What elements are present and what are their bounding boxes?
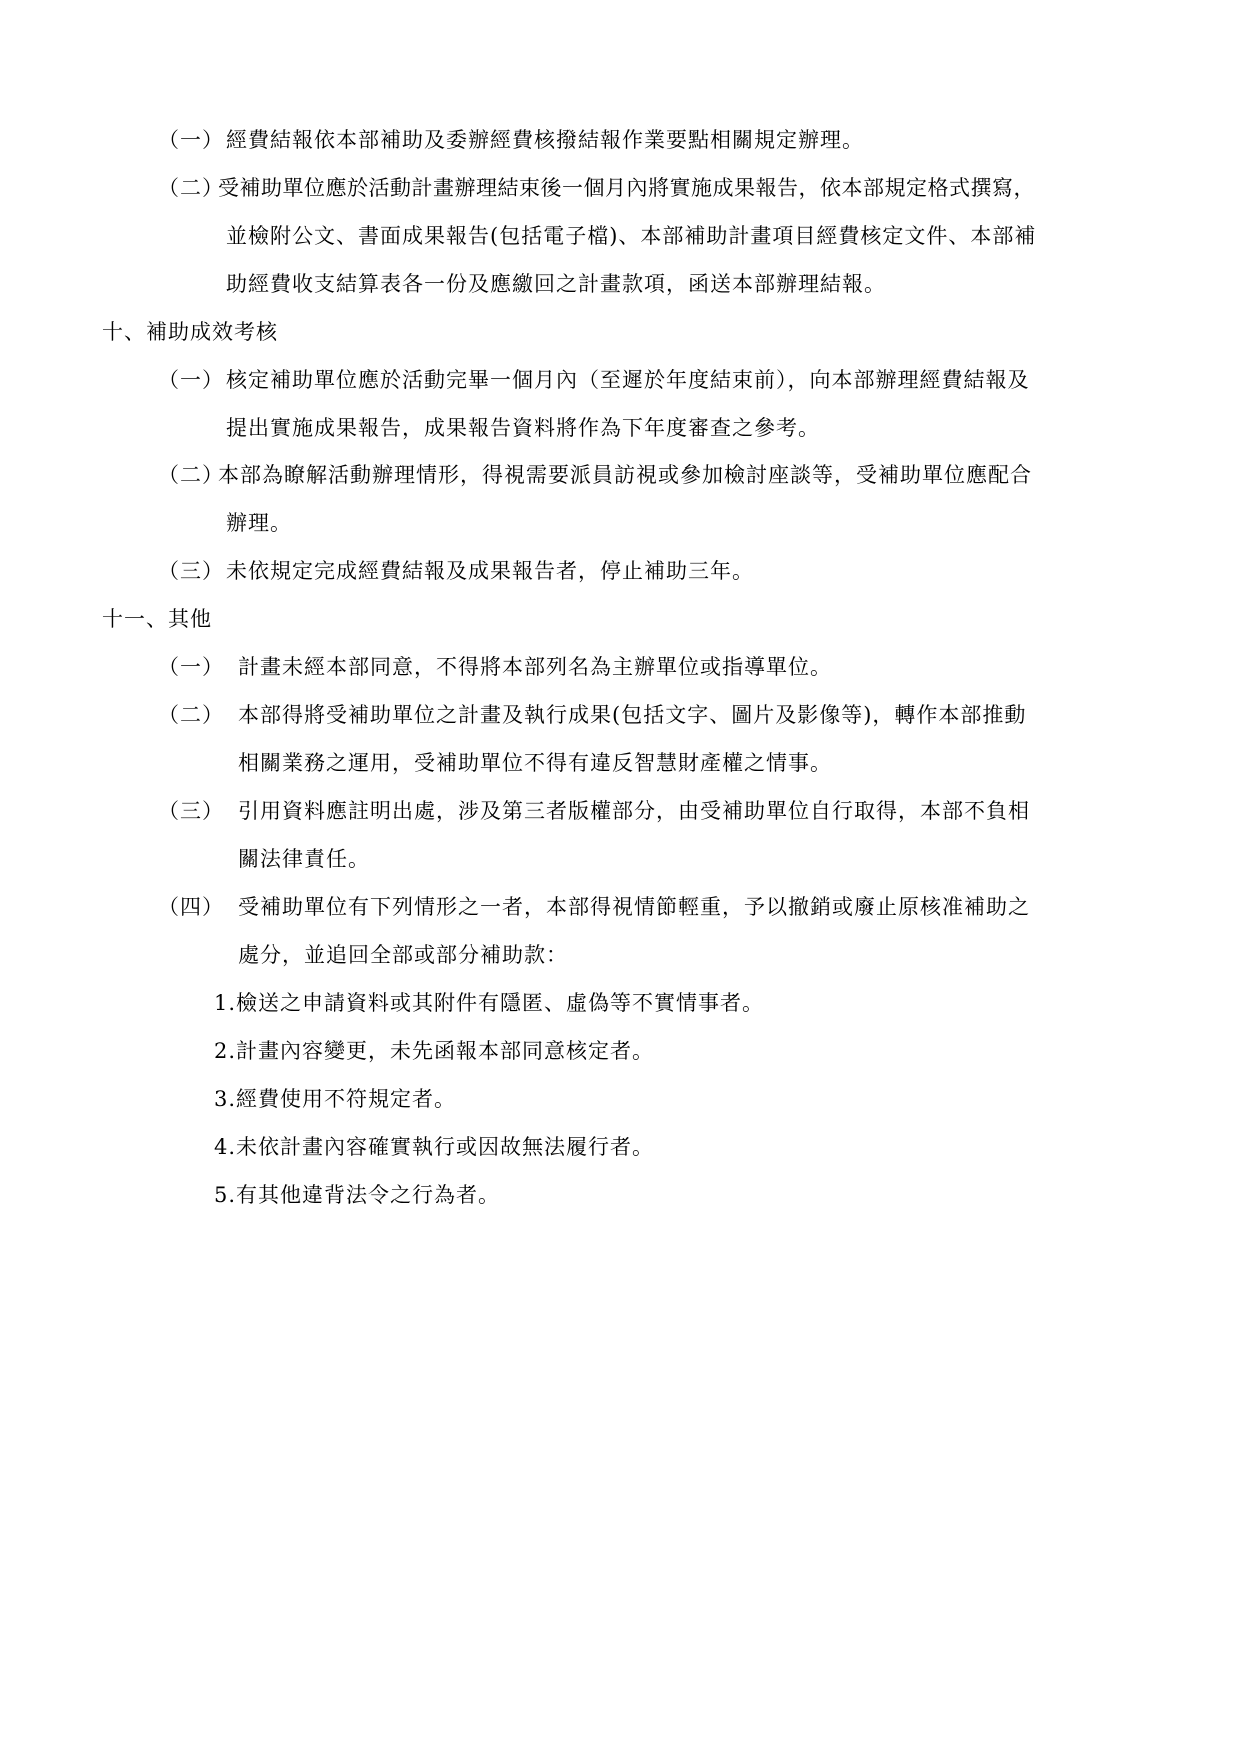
paragraph-line: 核定補助單位應於活動完畢一個月內（至遲於年度結束前），向本部辦理經費結報及 <box>226 368 1030 392</box>
sub-item: 3.經費使用不符規定者。 <box>214 1087 457 1111</box>
paragraph-line: 關法律責任。 <box>238 847 370 871</box>
sub-item: 1.檢送之申請資料或其附件有隱匿、虛偽等不實情事者。 <box>214 991 765 1015</box>
sub-item: 2.計畫內容變更，未先函報本部同意核定者。 <box>214 1039 655 1063</box>
paragraph-line: 受補助單位應於活動計畫辦理結束後一個月內將實施成果報告，依本部規定格式撰寫， <box>218 176 1035 200</box>
paragraph-line: 本部得將受補助單位之計畫及執行成果(包括文字、圖片及影像等)，轉作本部推動 <box>238 703 1027 727</box>
item-label: （一） <box>158 128 224 152</box>
sub-item: 4.未依計畫內容確實執行或因故無法履行者。 <box>214 1135 655 1159</box>
paragraph-line: 未依規定完成經費結報及成果報告者，停止補助三年。 <box>226 559 754 583</box>
item-label: （三） <box>158 559 224 583</box>
sub-item: 5.有其他違背法令之行為者。 <box>214 1183 501 1207</box>
section-heading: 十、補助成效考核 <box>102 320 278 344</box>
item-label: （二） <box>158 176 224 200</box>
item-label: （二） <box>158 703 224 727</box>
paragraph-line: 相關業務之運用，受補助單位不得有違反智慧財產權之情事。 <box>238 751 832 775</box>
paragraph-line: 引用資料應註明出處，涉及第三者版權部分，由受補助單位自行取得，本部不負相 <box>238 799 1030 823</box>
paragraph-line: 本部為瞭解活動辦理情形，得視需要派員訪視或參加檢討座談等，受補助單位應配合 <box>218 463 1032 487</box>
paragraph-line: 計畫未經本部同意，不得將本部列名為主辦單位或指導單位。 <box>238 655 832 679</box>
item-label: （四） <box>158 895 224 919</box>
paragraph-line: 處分，並追回全部或部分補助款： <box>238 943 568 967</box>
paragraph-line: 受補助單位有下列情形之一者，本部得視情節輕重，予以撤銷或廢止原核准補助之 <box>238 895 1030 919</box>
item-label: （一） <box>158 368 224 392</box>
paragraph-line: 助經費收支結算表各一份及應繳回之計畫款項，函送本部辦理結報。 <box>226 272 886 296</box>
section-heading: 十一、其他 <box>102 607 212 631</box>
paragraph-line: 並檢附公文、書面成果報告(包括電子檔)、本部補助計畫項目經費核定文件、本部補 <box>226 224 1037 248</box>
item-label: （三） <box>158 799 224 823</box>
item-label: （一） <box>158 655 224 679</box>
item-label: （二） <box>158 463 224 487</box>
paragraph-line: 辦理。 <box>226 511 292 535</box>
paragraph-line: 提出實施成果報告，成果報告資料將作為下年度審查之參考。 <box>226 416 820 440</box>
paragraph-line: 經費結報依本部補助及委辦經費核撥結報作業要點相關規定辦理。 <box>226 128 864 152</box>
